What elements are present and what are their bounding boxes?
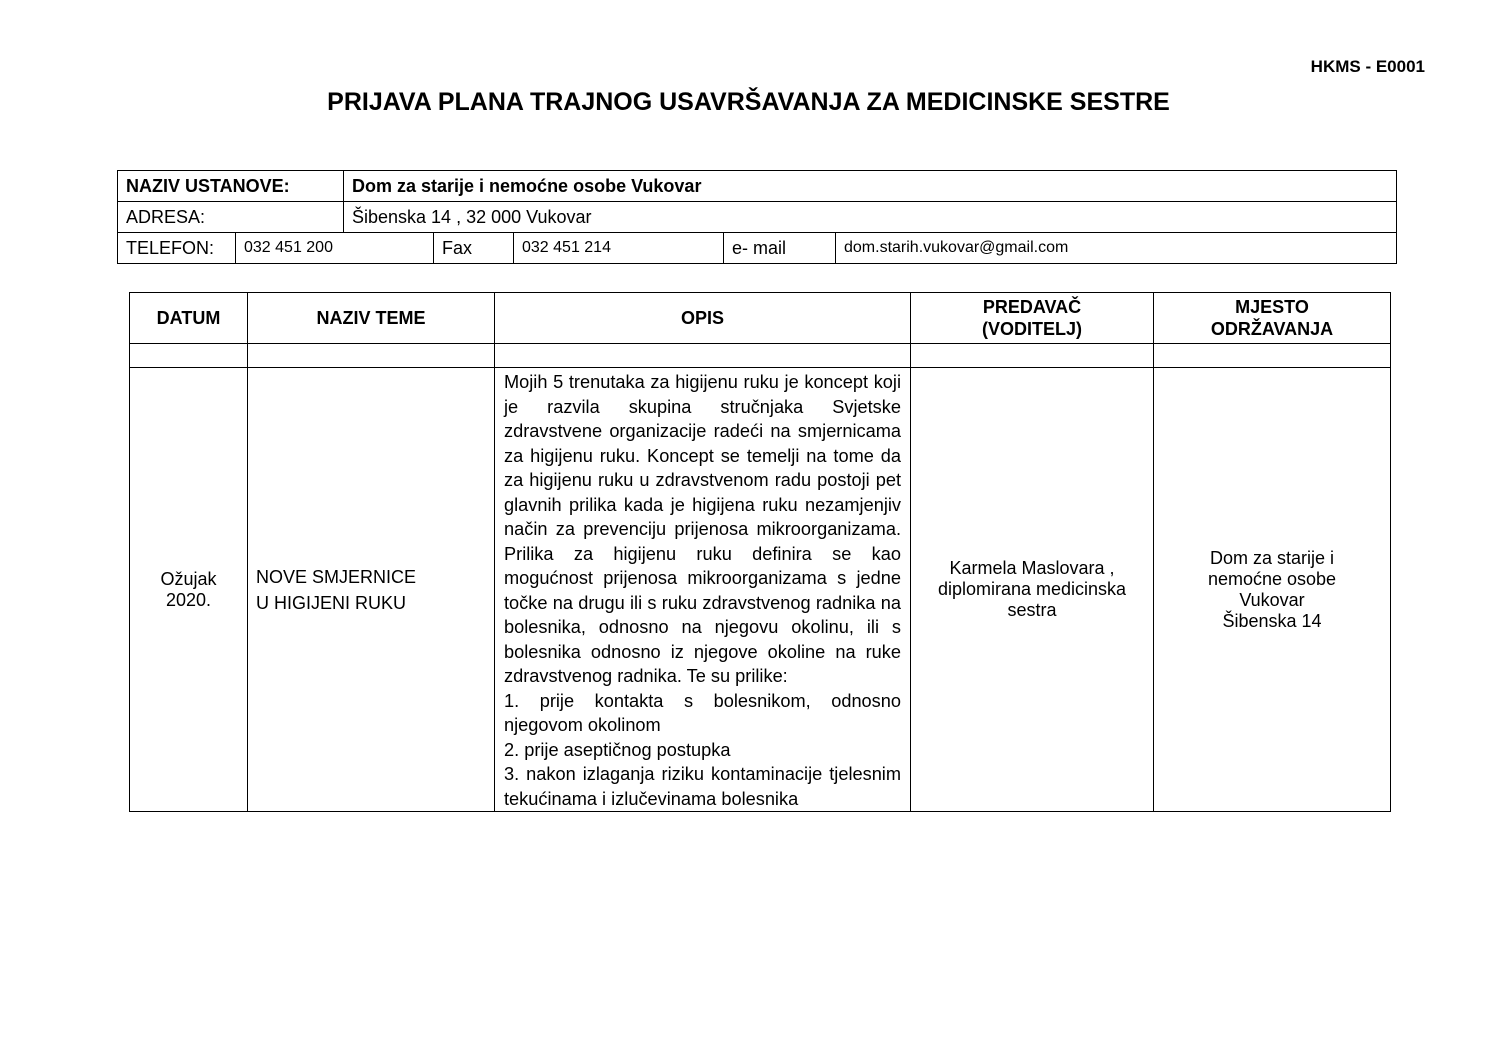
description-item-2: 2. prije aseptičnog postupka	[504, 739, 731, 760]
empty-cell	[248, 344, 495, 368]
datum-line1: Ožujak	[160, 568, 217, 589]
header-mjesto	[1154, 293, 1391, 344]
lecturer-line3: sestra	[1007, 600, 1057, 620]
header-predavac	[911, 293, 1154, 344]
topic-cell	[248, 368, 495, 812]
table-header-row	[130, 293, 1391, 344]
institution-name-row	[118, 171, 1397, 202]
phone-value: 032 451 200	[236, 233, 434, 264]
location-line4: Šibenska 14	[1222, 610, 1322, 631]
topic-line1: NOVE SMJERNICE	[256, 566, 417, 587]
document-code: HKMS - E0001	[1310, 57, 1425, 76]
datum-cell	[130, 368, 248, 812]
table-row	[130, 368, 1391, 812]
address-value: Šibenska 14 , 32 000 Vukovar	[344, 202, 1397, 233]
email-value: dom.starih.vukovar@gmail.com	[836, 233, 1397, 264]
header-mjesto-line1: MJESTO	[1235, 297, 1309, 317]
location-cell	[1154, 368, 1391, 812]
topic-line2: U HIGIJENI RUKU	[256, 592, 407, 613]
institution-info-table	[117, 170, 1397, 264]
location-line1: Dom za starije i	[1209, 547, 1335, 568]
empty-cell	[130, 344, 248, 368]
empty-cell	[1154, 344, 1391, 368]
address-label: ADRESA:	[118, 202, 344, 233]
document-title: PRIJAVA PLANA TRAJNOG USAVRŠAVANJA ZA MEDICINSKE SESTRE	[327, 88, 1170, 116]
datum-line2: 2020.	[165, 589, 212, 610]
header-predavac-line2: (VODITELJ)	[981, 319, 1082, 339]
lecturer-cell	[911, 368, 1154, 812]
email-label: e- mail	[724, 233, 836, 264]
empty-row	[130, 344, 1391, 368]
location-line2: nemoćne osobe	[1207, 568, 1337, 589]
description-item-1: 1. prije kontakta s bolesnikom, odnosno njegovom okolinom	[504, 690, 901, 735]
header-mjesto-line2: ODRŽAVANJA	[1210, 319, 1334, 339]
location-line3: Vukovar	[1239, 589, 1305, 610]
institution-contact-row	[118, 233, 1397, 264]
header-naziv-teme: NAZIV TEME	[248, 293, 495, 344]
empty-cell	[911, 344, 1154, 368]
institution-address-row	[118, 202, 1397, 233]
header-datum: DATUM	[130, 293, 248, 344]
training-plan-table	[129, 292, 1391, 812]
phone-label: TELEFON:	[118, 233, 236, 264]
description-cell	[495, 368, 911, 812]
description-item-3: 3. nakon izlaganja riziku kontaminacije tjelesnim tekućinama i izlučevinama bolesnika	[504, 764, 901, 809]
institution-name-value: Dom za starije i nemoćne osobe Vukovar	[344, 171, 1397, 202]
fax-value: 032 451 214	[514, 233, 724, 264]
institution-name-label: NAZIV USTANOVE:	[118, 171, 344, 202]
header-predavac-line1: PREDAVAČ	[982, 297, 1082, 317]
lecturer-line1: Karmela Maslovara ,	[949, 558, 1115, 578]
lecturer-line2: diplomirana medicinska	[937, 579, 1127, 599]
fax-label: Fax	[434, 233, 514, 264]
description-text: Mojih 5 trenutaka za higijenu ruku je koncept koji je razvila skupina stručnjaka Svjetske zdravstvene organizacije radeći na smjernicama za higijenu ruku. Koncept se temelji na tome da za higijenu ruku u zdravstvenom radu postoji pet glavnih prilika kada je higijena ruku nezamjenjiv način za prevenciju prijenosa mikroorganizama. Prilika za higijenu ruku definira se kao mogućnost prijenosa mikroorganizama s jedne točke na drugu ili s ruku zdravstvenog radnika na bolesnika, odnosno na njegovu okolinu, ili s bolesnika odnosno iz njegove okoline na ruke zdravstvenog radnika. Te su prilike:	[504, 372, 901, 686]
header-opis: OPIS	[495, 293, 911, 344]
empty-cell	[495, 344, 911, 368]
